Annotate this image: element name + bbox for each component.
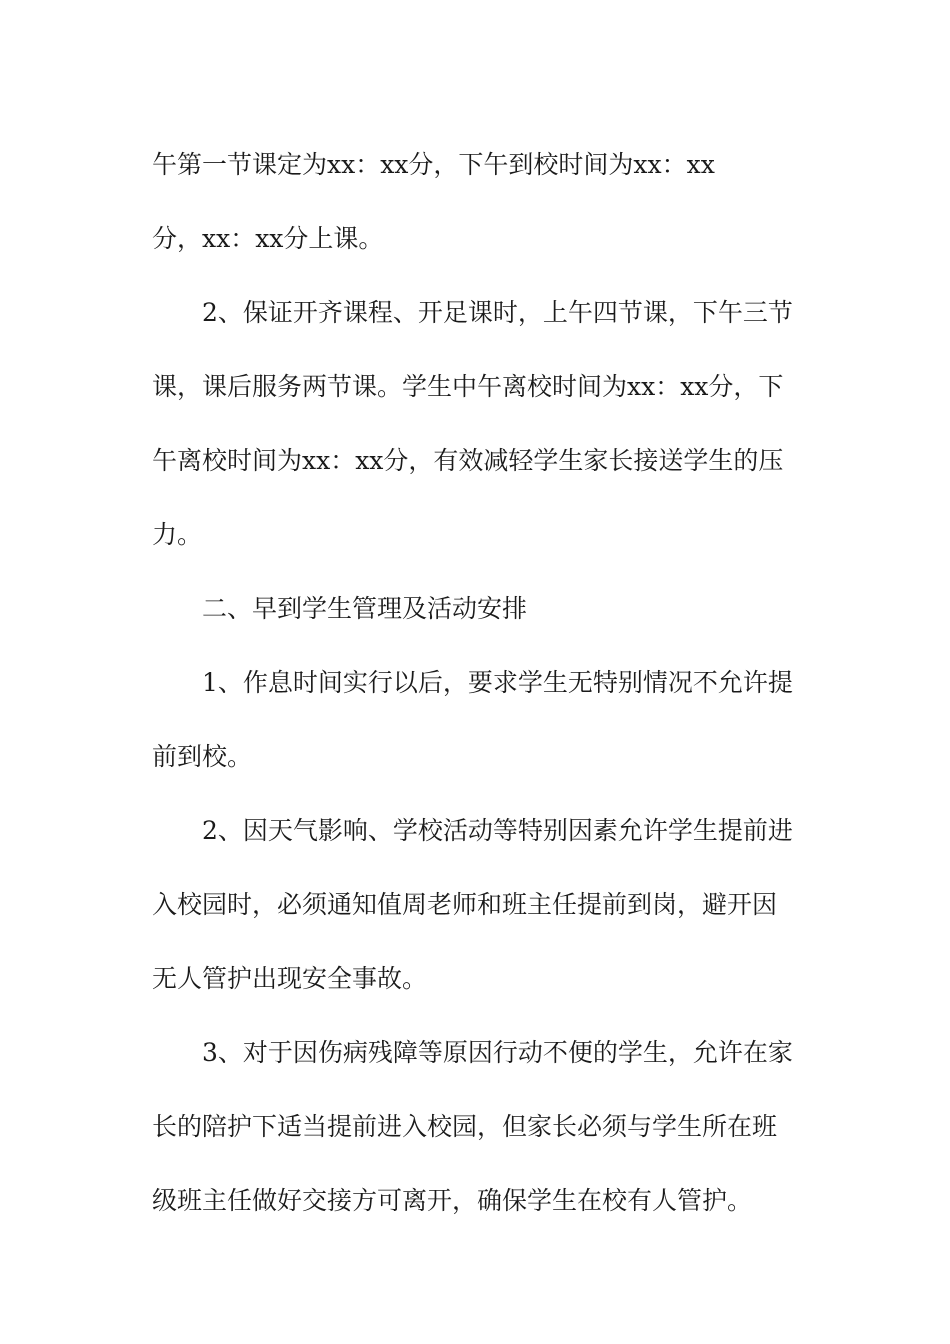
body-line-continuation: 午第一节课定为xx：xx分，下午到校时间为xx：xx [152,150,715,179]
body-line-continuation: 课，课后服务两节课。学生中午离校时间为xx：xx分，下 [152,372,784,401]
body-line-continuation: 分，xx：xx分上课。 [152,224,384,253]
body-line-continuation: 长的陪护下适当提前进入校园，但家长必须与学生所在班 [152,1112,778,1141]
body-line-continuation: 午离校时间为xx：xx分，有效减轻学生家长接送学生的压 [152,446,784,475]
paragraph-item-3-start: 3、对于因伤病残障等原因行动不便的学生，允许在家 [202,1038,793,1067]
body-line-continuation: 级班主任做好交接方可离开，确保学生在校有人管护。 [152,1186,753,1215]
body-line-continuation: 前到校。 [152,742,253,771]
document-body [152,128,812,1238]
paragraph-item-2-start: 2、因天气影响、学校活动等特别因素允许学生提前进 [202,816,793,845]
body-line-continuation: 力。 [152,520,203,549]
body-line-continuation: 入校园时，必须通知值周老师和班主任提前到岗，避开因 [152,890,778,919]
paragraph-item-2-start: 2、保证开齐课程、开足课时，上午四节课，下午三节 [202,298,793,327]
paragraph-item-1-start: 1、作息时间实行以后，要求学生无特别情况不允许提 [202,668,793,697]
section-heading: 二、早到学生管理及活动安排 [202,594,528,623]
body-line-continuation: 无人管护出现安全事故。 [152,964,428,993]
